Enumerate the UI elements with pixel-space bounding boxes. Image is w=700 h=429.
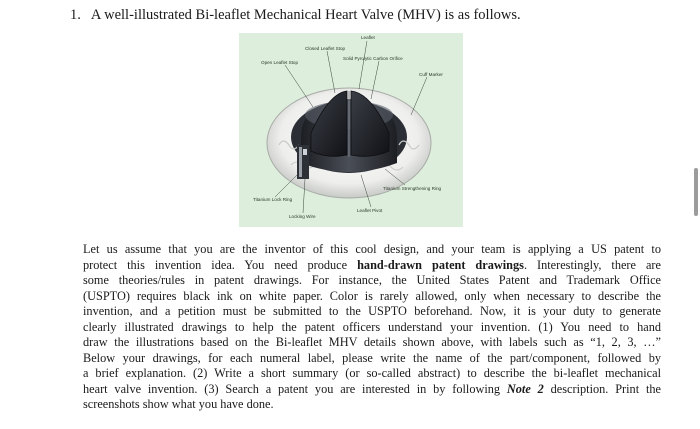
lock-ring-cutaway: [297, 145, 309, 179]
paragraph-line: protect this invention idea. You need produce hand-drawn patent drawings. Interestingly, there are: [83, 257, 661, 272]
label-closed-leaflet-stop: Closed Leaflet Stop: [305, 46, 346, 51]
label-leaflet-pivot: Leaflet Pivot: [357, 208, 383, 213]
question-number: 1.: [70, 7, 81, 23]
paragraph-line: screenshots show what you have done.: [83, 397, 274, 412]
label-open-leaflet-stop: Open Leaflet Stop: [261, 60, 299, 65]
paragraph-line: invention, and a petition must be submitted to the USPTO beforehand. Now, it is your duty to generate: [83, 304, 661, 319]
question-title-text: A well-illustrated Bi-leaflet Mechanical Heart Valve (MHV) is as follows.: [90, 7, 521, 23]
label-titanium-stiffening-ring: Titanium Strengthening Ring: [383, 186, 442, 191]
paragraph-line: (USPTO) requires black ink on white paper. Color is rarely allowed, only when necessary to describe the: [83, 288, 661, 303]
vertical-scrollbar[interactable]: [692, 0, 700, 429]
heart-valve-figure: [239, 33, 463, 227]
paragraph-line: draw the illustrations based on the Bi-leaflet MHV details shown above, with labels such as “1, 2, 3, …”: [83, 335, 661, 350]
paragraph-line: clearly illustrated drawings to help the patent officers understand your invention. (1) You need to hand: [83, 319, 661, 334]
bold-phrase: hand-drawn patent drawings: [357, 257, 524, 272]
paragraph-line: a brief explanation. (2) Write a short summary (or so-called abstract) to describe the bi-leaflet mechanical: [83, 366, 661, 381]
question-paragraph: [83, 242, 661, 413]
label-cuff-marker: Cuff Marker: [419, 72, 443, 77]
paragraph-line: some theories/rules in patent drawings. For instance, the United States Patent and Trademark Office: [83, 273, 661, 288]
label-locking-wire: Locking Wire: [289, 214, 316, 219]
heart-valve-illustration: [239, 33, 463, 227]
label-solid-pyrolytic-carbon-orifice: Solid Pyrolytic Carbon Orifice: [343, 56, 403, 61]
paragraph-line: Let us assume that you are the inventor of this cool design, and your team is applying a US patent to: [83, 242, 661, 256]
note-reference: Note 2: [506, 381, 544, 396]
scrollbar-thumb[interactable]: [694, 168, 698, 216]
label-titanium-lock-ring: Titanium Lock Ring: [253, 197, 293, 202]
paragraph-line: Below your drawings, for each numeral label, please write the name of the part/component, followed by: [83, 350, 661, 365]
question-title: [70, 7, 521, 24]
paragraph-line: heart valve invention. (3) Search a patent you are interested in by following Note 2 description. Print the: [83, 381, 661, 396]
label-leaflet: Leaflet: [361, 35, 375, 40]
